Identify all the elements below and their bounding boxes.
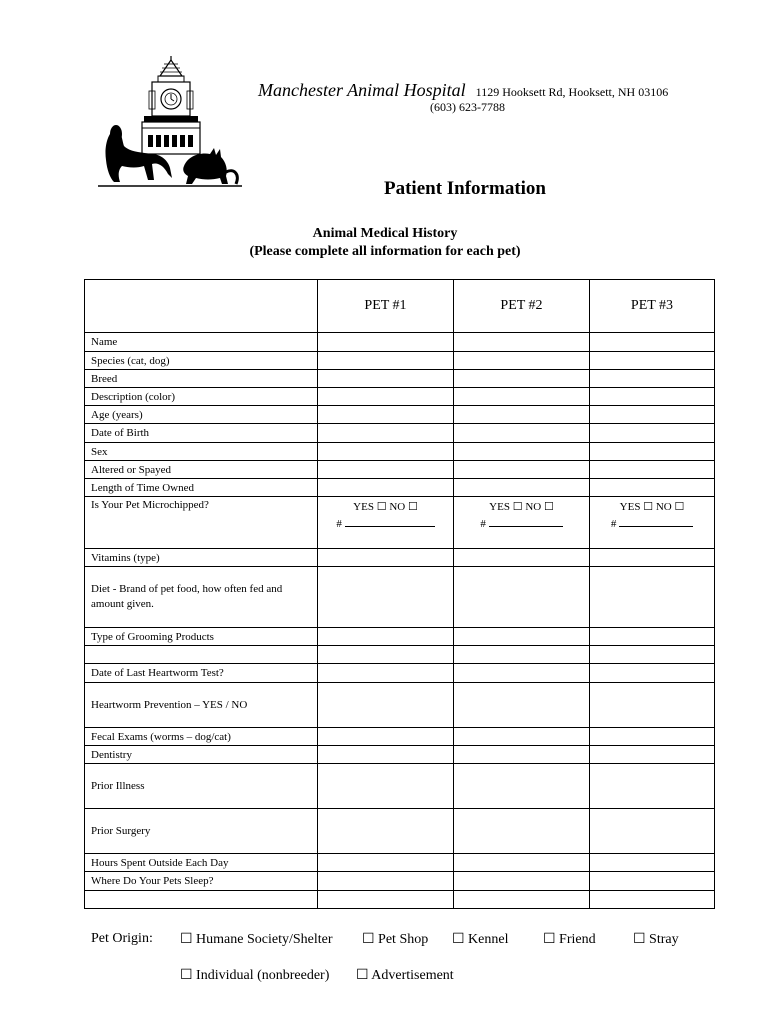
pet3-dentistry-field[interactable]: [590, 746, 715, 764]
pet1-age-field[interactable]: [318, 406, 454, 424]
pet1-description-field[interactable]: [318, 388, 454, 406]
pet3-blank-final-field[interactable]: [590, 891, 715, 909]
pet3-age-field[interactable]: [590, 406, 715, 424]
row-label-age: Age (years): [85, 406, 318, 424]
pet2-sleep-field[interactable]: [454, 872, 590, 891]
pet3-fecal-field[interactable]: [590, 728, 715, 746]
pet2-microchip-cell[interactable]: [454, 497, 590, 549]
table-row: [85, 333, 715, 352]
pet2-diet-field[interactable]: [454, 567, 590, 628]
row-label-heartworm-test: Date of Last Heartworm Test?: [85, 664, 318, 683]
column-pet-1: PET #1: [318, 280, 454, 333]
pet1-microchip-number-field[interactable]: [345, 515, 435, 527]
table-row: [85, 728, 715, 746]
pet2-heartworm-prevention-field[interactable]: [454, 683, 590, 728]
pet2-dob-field[interactable]: [454, 424, 590, 443]
row-label-hours-outside: Hours Spent Outside Each Day: [85, 854, 318, 872]
table-row: [85, 388, 715, 406]
row-label-sleep: Where Do Your Pets Sleep?: [85, 872, 318, 891]
hospital-phone: (603) 623-7788: [430, 100, 505, 114]
pet3-prior-illness-field[interactable]: [590, 764, 715, 809]
row-label-heartworm-prevention: Heartworm Prevention – YES / NO: [85, 683, 318, 728]
row-label-dentistry: Dentistry: [85, 746, 318, 764]
row-label-microchipped: Is Your Pet Microchipped?: [85, 497, 318, 549]
row-label-diet: Diet - Brand of pet food, how often fed and amount given.: [85, 567, 318, 628]
origin-kennel-checkbox[interactable]: ☐ Kennel: [452, 932, 509, 947]
pet1-microchip-number-label: #: [336, 518, 342, 530]
pet1-dob-field[interactable]: [318, 424, 454, 443]
row-label-prior-surgery: Prior Surgery: [85, 809, 318, 854]
row-label-species: Species (cat, dog): [85, 352, 318, 370]
row-label-blank-final: [85, 891, 318, 909]
pet2-hours-outside-field[interactable]: [454, 854, 590, 872]
table-row: [85, 461, 715, 479]
table-header-row: [85, 280, 715, 333]
table-row: [85, 549, 715, 567]
column-pet-3: PET #3: [590, 280, 715, 333]
pet1-microchip-yes-no[interactable]: YES ☐ NO ☐: [353, 501, 418, 513]
pet2-heartworm-test-field[interactable]: [454, 664, 590, 683]
table-row: [85, 664, 715, 683]
row-label-name: Name: [85, 333, 318, 352]
page-title: Patient Information: [383, 178, 546, 199]
pet3-heartworm-prevention-field[interactable]: [590, 683, 715, 728]
pet2-microchip-number-field[interactable]: [489, 515, 563, 527]
pet1-grooming-field[interactable]: [318, 628, 454, 646]
pet1-heartworm-prevention-field[interactable]: [318, 683, 454, 728]
pet2-prior-surgery-field[interactable]: [454, 809, 590, 854]
row-label-dob: Date of Birth: [85, 424, 318, 443]
pet2-name-field[interactable]: [454, 333, 590, 352]
column-pet-2: PET #2: [454, 280, 590, 333]
pet2-grooming-field[interactable]: [454, 628, 590, 646]
table-row: [85, 443, 715, 461]
table-row: [85, 764, 715, 809]
pet1-heartworm-test-field[interactable]: [318, 664, 454, 683]
pet3-hours-outside-field[interactable]: [590, 854, 715, 872]
pet1-species-field[interactable]: [318, 352, 454, 370]
pet2-age-field[interactable]: [454, 406, 590, 424]
pet2-breed-field[interactable]: [454, 370, 590, 388]
pet2-description-field[interactable]: [454, 388, 590, 406]
table-row: [85, 809, 715, 854]
pet3-description-field[interactable]: [590, 388, 715, 406]
pet3-altered-field[interactable]: [590, 461, 715, 479]
pet3-breed-field[interactable]: [590, 370, 715, 388]
pet3-sex-field[interactable]: [590, 443, 715, 461]
pet3-grooming-field[interactable]: [590, 628, 715, 646]
row-label-description: Description (color): [85, 388, 318, 406]
row-label-breed: Breed: [85, 370, 318, 388]
table-row: [85, 872, 715, 891]
pet3-heartworm-test-field[interactable]: [590, 664, 715, 683]
table-row: [85, 646, 715, 664]
header-empty-cell: [85, 280, 318, 333]
form-instructions: (Please complete all information for each pet): [249, 244, 521, 259]
table-row: [85, 891, 715, 909]
row-label-prior-illness: Prior Illness: [85, 764, 318, 809]
pet3-sleep-field[interactable]: [590, 872, 715, 891]
table-row: [85, 424, 715, 443]
pet2-dentistry-field[interactable]: [454, 746, 590, 764]
pet1-microchip-cell[interactable]: [318, 497, 454, 549]
row-label-time-owned: Length of Time Owned: [85, 479, 318, 497]
pet1-sleep-field[interactable]: [318, 872, 454, 891]
table-row: [85, 479, 715, 497]
pet2-vitamins-field[interactable]: [454, 549, 590, 567]
row-label-fecal: Fecal Exams (worms – dog/cat): [85, 728, 318, 746]
origin-advertisement-checkbox[interactable]: ☐ Advertisement: [356, 968, 454, 983]
pet2-blank-final-field[interactable]: [454, 891, 590, 909]
hospital-logo: [96, 56, 246, 192]
origin-stray-checkbox[interactable]: ☐ Stray: [633, 932, 679, 947]
row-label-grooming: Type of Grooming Products: [85, 628, 318, 646]
pet2-altered-field[interactable]: [454, 461, 590, 479]
table-row: [85, 370, 715, 388]
pet3-time-owned-field[interactable]: [590, 479, 715, 497]
pet3-species-field[interactable]: [590, 352, 715, 370]
pet3-vitamins-field[interactable]: [590, 549, 715, 567]
pet3-microchip-number-field[interactable]: [619, 515, 693, 527]
table-row: [85, 567, 715, 628]
pet1-altered-field[interactable]: [318, 461, 454, 479]
hospital-header: [258, 80, 758, 101]
pet3-prior-surgery-field[interactable]: [590, 809, 715, 854]
medical-history-table: [84, 279, 715, 909]
hospital-address: 1129 Hooksett Rd, Hooksett, NH 03106: [475, 85, 669, 99]
pet1-sex-field[interactable]: [318, 443, 454, 461]
table-row: [85, 497, 715, 549]
pet1-fecal-field[interactable]: [318, 728, 454, 746]
pet3-microchip-cell[interactable]: [590, 497, 715, 549]
origin-individual-checkbox[interactable]: ☐ Individual (nonbreeder): [180, 968, 330, 983]
pet1-time-owned-field[interactable]: [318, 479, 454, 497]
pet3-microchip-number-label: #: [610, 518, 617, 530]
pet1-name-field[interactable]: [318, 333, 454, 352]
pet2-sex-field[interactable]: [454, 443, 590, 461]
table-row: [85, 854, 715, 872]
pet1-prior-surgery-field[interactable]: [318, 809, 454, 854]
table-row: [85, 628, 715, 646]
pet3-microchip-yes-no[interactable]: YES ☐ NO ☐: [619, 501, 685, 513]
pet2-microchip-yes-no[interactable]: YES ☐ NO ☐: [489, 501, 554, 513]
row-label-blank: [85, 646, 318, 664]
pet2-fecal-field[interactable]: [454, 728, 590, 746]
pet-origin-label: Pet Origin:: [91, 931, 153, 946]
table-row: [85, 746, 715, 764]
origin-pet-shop-checkbox[interactable]: ☐ Pet Shop: [362, 932, 429, 947]
form-subtitle: Animal Medical History: [312, 226, 458, 241]
pet3-name-field[interactable]: [590, 333, 715, 352]
table-row: [85, 683, 715, 728]
table-row: [85, 352, 715, 370]
hospital-name: Manchester Animal Hospital: [258, 80, 466, 100]
pet1-vitamins-field[interactable]: [318, 549, 454, 567]
pet1-hours-outside-field[interactable]: [318, 854, 454, 872]
row-label-vitamins: Vitamins (type): [85, 549, 318, 567]
pet3-dob-field[interactable]: [590, 424, 715, 443]
row-label-altered: Altered or Spayed: [85, 461, 318, 479]
pet2-time-owned-field[interactable]: [454, 479, 590, 497]
origin-humane-society-checkbox[interactable]: ☐ Humane Society/Shelter: [180, 932, 333, 947]
pet1-dentistry-field[interactable]: [318, 746, 454, 764]
pet2-microchip-number-label: #: [480, 518, 486, 530]
pet2-species-field[interactable]: [454, 352, 590, 370]
pet2-blank-field[interactable]: [454, 646, 590, 664]
pet1-prior-illness-field[interactable]: [318, 764, 454, 809]
pet2-prior-illness-field[interactable]: [454, 764, 590, 809]
pet3-blank-field[interactable]: [590, 646, 715, 664]
pet1-diet-field[interactable]: [318, 567, 454, 628]
table-row: [85, 406, 715, 424]
pet1-breed-field[interactable]: [318, 370, 454, 388]
pet3-diet-field[interactable]: [590, 567, 715, 628]
pet1-blank-field[interactable]: [318, 646, 454, 664]
pet1-blank-final-field[interactable]: [318, 891, 454, 909]
origin-friend-checkbox[interactable]: ☐ Friend: [543, 932, 596, 947]
row-label-sex: Sex: [85, 443, 318, 461]
